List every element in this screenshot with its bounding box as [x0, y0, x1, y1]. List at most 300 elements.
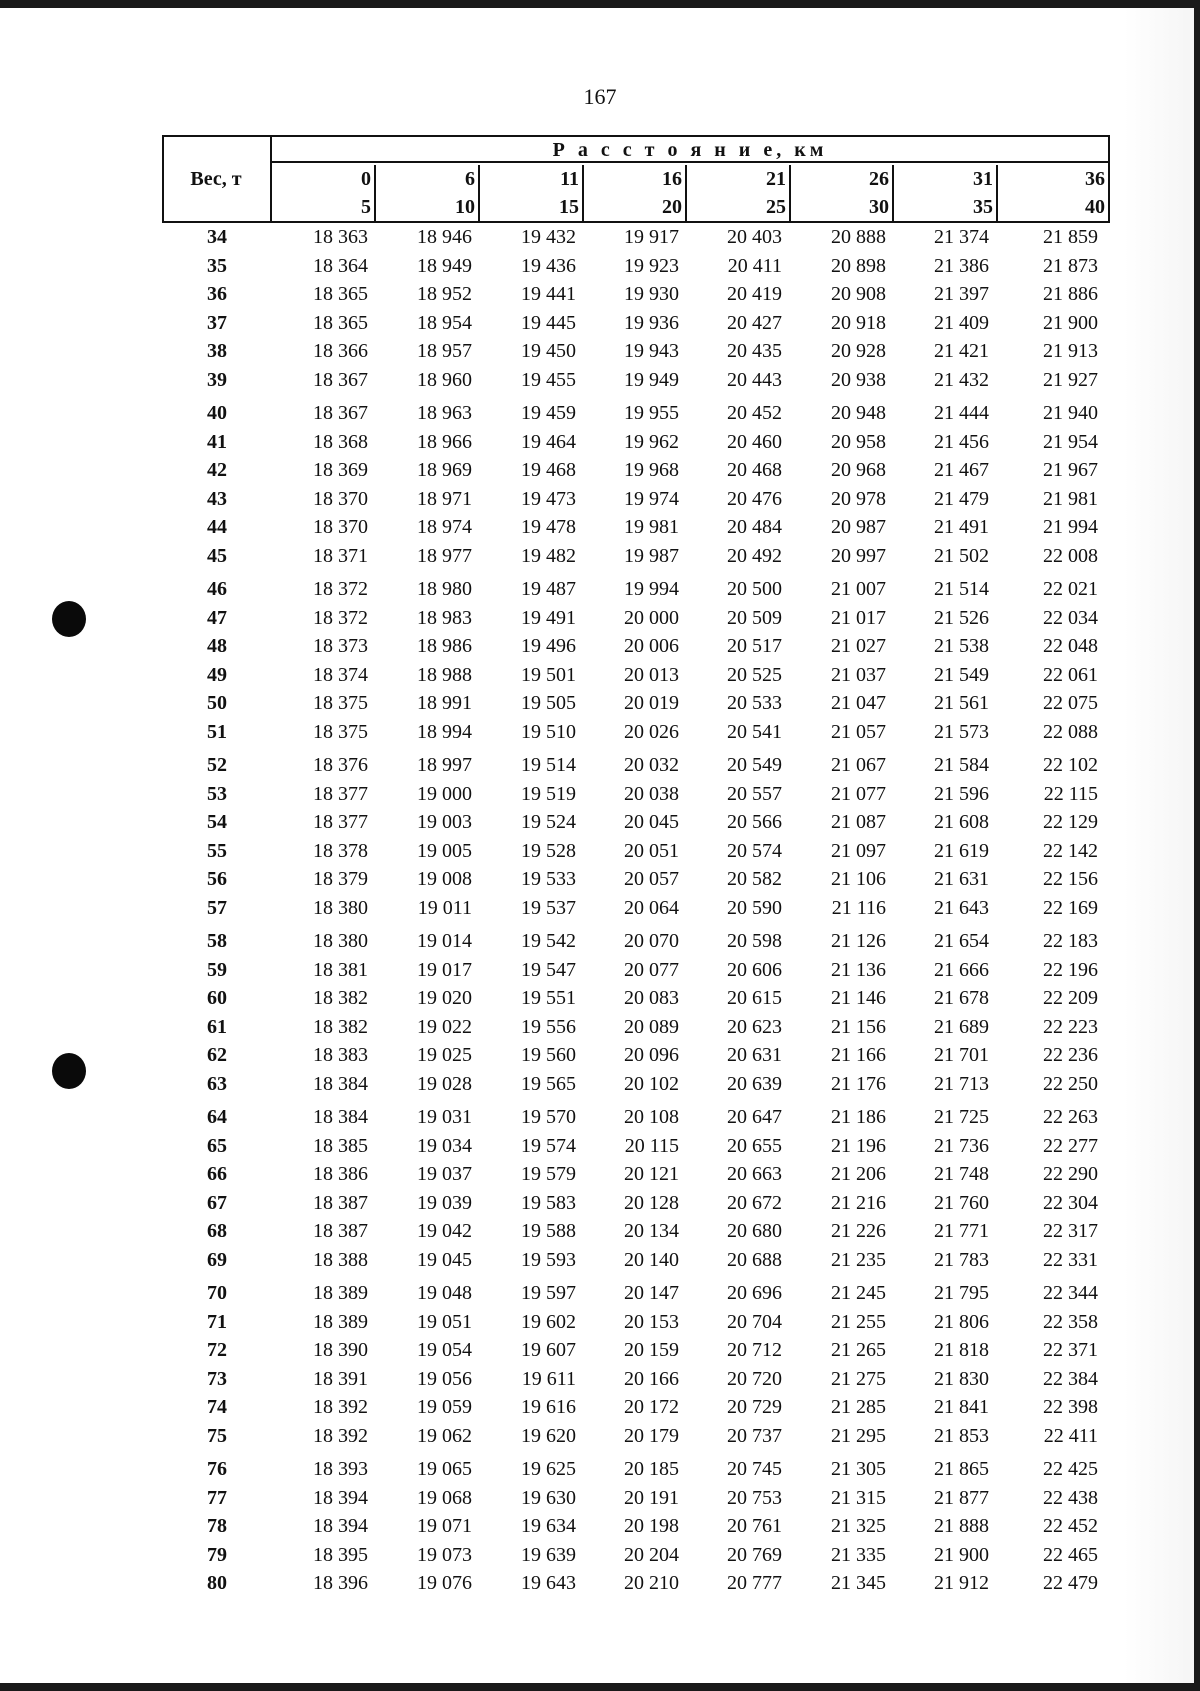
table-row [162, 1013, 1110, 1042]
rate-cell: 20 557 [727, 782, 782, 805]
table-row [162, 689, 1110, 718]
rate-cell: 18 952 [417, 283, 472, 305]
rate-cell: 21 409 [934, 311, 989, 334]
rate-cell: 20 987 [831, 516, 886, 538]
table-row [162, 1041, 1110, 1070]
rate-cell: 18 387 [313, 1191, 368, 1214]
rate-cell: 20 159 [624, 1339, 679, 1361]
rate-cell: 18 971 [417, 487, 472, 510]
rate-cell: 21 285 [831, 1396, 886, 1418]
rate-cell: 22 223 [1043, 1015, 1098, 1038]
rate-cell: 19 062 [417, 1424, 472, 1447]
distance-column-header [998, 165, 1108, 221]
table-row [162, 456, 1110, 485]
rate-cell: 20 045 [624, 811, 679, 833]
weight-cell: 61 [207, 1015, 227, 1038]
rate-cell: 20 704 [727, 1310, 782, 1333]
weight-cell: 60 [207, 987, 227, 1009]
rate-cell: 18 386 [313, 1163, 368, 1185]
rate-cell: 21 830 [934, 1367, 989, 1390]
rate-cell: 21 994 [1043, 516, 1098, 538]
table-row [162, 1455, 1110, 1484]
table-row [162, 1246, 1110, 1275]
distance-from: 21 [766, 168, 786, 190]
rate-cell: 20 720 [727, 1367, 782, 1390]
rate-cell: 20 172 [624, 1396, 679, 1418]
rate-cell: 19 616 [521, 1396, 576, 1418]
weight-cell: 79 [207, 1543, 227, 1566]
rate-cell: 20 185 [624, 1458, 679, 1480]
rate-cell: 19 625 [521, 1458, 576, 1480]
rate-cell: 21 275 [831, 1367, 886, 1390]
rate-cell: 21 305 [831, 1458, 886, 1480]
rate-cell: 19 510 [521, 720, 576, 743]
rate-cell: 18 384 [313, 1106, 368, 1128]
rate-cell: 20 541 [727, 720, 782, 743]
rate-cell: 19 620 [521, 1424, 576, 1447]
rate-cell: 22 196 [1043, 958, 1098, 981]
distance-to: 35 [973, 196, 993, 218]
rate-cell: 20 631 [727, 1044, 782, 1066]
rate-cell: 21 335 [831, 1543, 886, 1566]
table-row [162, 1484, 1110, 1513]
rate-cell: 18 994 [417, 720, 472, 743]
weight-cell: 35 [207, 254, 227, 277]
rate-cell: 22 209 [1043, 987, 1098, 1009]
rate-cell: 21 888 [934, 1515, 989, 1537]
rate-cell: 18 983 [417, 606, 472, 629]
rate-cell: 22 398 [1043, 1396, 1098, 1418]
rate-cell: 21 877 [934, 1486, 989, 1509]
rate-cell: 21 176 [831, 1072, 886, 1095]
rate-cell: 19 025 [417, 1044, 472, 1066]
rate-cell: 19 962 [624, 430, 679, 453]
weight-cell: 73 [207, 1367, 227, 1390]
rate-cell: 18 374 [313, 663, 368, 686]
rate-cell: 19 955 [624, 402, 679, 424]
weight-cell: 42 [207, 459, 227, 481]
rate-cell: 21 325 [831, 1515, 886, 1537]
rate-cell: 18 379 [313, 868, 368, 890]
rate-cell: 22 317 [1043, 1220, 1098, 1242]
rate-cell: 21 841 [934, 1396, 989, 1418]
rate-cell: 18 363 [313, 226, 368, 248]
weight-cell: 75 [207, 1424, 227, 1447]
rate-cell: 21 643 [934, 896, 989, 919]
rate-cell: 21 116 [831, 896, 886, 919]
table-row [162, 1569, 1110, 1598]
rate-cell: 19 987 [624, 544, 679, 567]
rate-cell: 20 761 [727, 1515, 782, 1537]
table-row [162, 1308, 1110, 1337]
weight-cell: 66 [207, 1163, 227, 1185]
table-row [162, 337, 1110, 366]
rate-cell: 18 388 [313, 1248, 368, 1271]
rate-cell: 22 384 [1043, 1367, 1098, 1390]
rate-cell: 22 008 [1043, 544, 1098, 567]
rate-cell: 20 147 [624, 1282, 679, 1304]
rate-cell: 21 421 [934, 340, 989, 362]
rate-cell: 20 598 [727, 930, 782, 952]
table-row [162, 808, 1110, 837]
rate-cell: 19 593 [521, 1248, 576, 1271]
rate-cell: 19 014 [417, 930, 472, 952]
distance-column-header [376, 165, 480, 221]
rate-cell: 22 156 [1043, 868, 1098, 890]
rate-cell: 22 102 [1043, 754, 1098, 776]
distance-column-header [272, 165, 376, 221]
rate-cell: 20 968 [831, 459, 886, 481]
weight-cell: 59 [207, 958, 227, 981]
rate-cell: 20 064 [624, 896, 679, 919]
rate-cell: 18 966 [417, 430, 472, 453]
rate-cell: 22 452 [1043, 1515, 1098, 1537]
rate-cell: 21 444 [934, 402, 989, 424]
table-row [162, 399, 1110, 428]
rate-cell: 21 295 [831, 1424, 886, 1447]
table-row [162, 837, 1110, 866]
weight-column-header: Вес, т [162, 135, 272, 223]
rate-cell: 19 003 [417, 811, 472, 833]
rate-cell: 22 479 [1043, 1572, 1098, 1594]
rate-cell: 19 031 [417, 1106, 472, 1128]
rate-cell: 19 524 [521, 811, 576, 833]
rate-cell: 21 853 [934, 1424, 989, 1447]
rate-cell: 18 383 [313, 1044, 368, 1066]
rate-cell: 21 196 [831, 1134, 886, 1157]
rate-cell: 18 387 [313, 1220, 368, 1242]
weight-cell: 56 [207, 868, 227, 890]
rate-cell: 20 427 [727, 311, 782, 334]
rate-cell: 20 745 [727, 1458, 782, 1480]
rate-cell: 20 476 [727, 487, 782, 510]
rate-cell: 22 129 [1043, 811, 1098, 833]
rate-cell: 21 678 [934, 987, 989, 1009]
rate-cell: 18 384 [313, 1072, 368, 1095]
rate-cell: 18 375 [313, 720, 368, 743]
rate-cell: 18 986 [417, 635, 472, 657]
rate-cell: 19 005 [417, 839, 472, 862]
distance-to: 5 [361, 196, 371, 218]
rate-cell: 20 153 [624, 1310, 679, 1333]
rate-cell: 21 873 [1043, 254, 1098, 277]
rate-cell: 19 528 [521, 839, 576, 862]
rate-cell: 18 394 [313, 1515, 368, 1537]
rate-cell: 18 969 [417, 459, 472, 481]
rate-cell: 20 997 [831, 544, 886, 567]
rate-cell: 22 088 [1043, 720, 1098, 743]
rate-cell: 18 370 [313, 516, 368, 538]
weight-cell: 68 [207, 1220, 227, 1242]
rate-cell: 22 411 [1043, 1424, 1098, 1447]
rate-cell: 20 419 [727, 283, 782, 305]
rate-cell: 22 465 [1043, 1543, 1098, 1566]
rate-cell: 19 574 [521, 1134, 576, 1157]
rate-cell: 20 753 [727, 1486, 782, 1509]
rate-cell: 20 134 [624, 1220, 679, 1242]
rate-cell: 20 606 [727, 958, 782, 981]
rate-cell: 20 121 [624, 1163, 679, 1185]
rate-cell: 20 057 [624, 868, 679, 890]
rate-cell: 21 479 [934, 487, 989, 510]
distance-to: 15 [559, 196, 579, 218]
rate-cell: 22 304 [1043, 1191, 1098, 1214]
weight-cell: 38 [207, 340, 227, 362]
rate-cell: 22 371 [1043, 1339, 1098, 1361]
rate-cell: 20 938 [831, 368, 886, 391]
rate-cell: 19 542 [521, 930, 576, 952]
rate-cell: 20 115 [624, 1134, 679, 1157]
rate-cell: 21 795 [934, 1282, 989, 1304]
rate-cell: 19 630 [521, 1486, 576, 1509]
rate-cell: 19 048 [417, 1282, 472, 1304]
rate-cell: 21 087 [831, 811, 886, 833]
rate-cell: 18 389 [313, 1282, 368, 1304]
weight-cell: 40 [207, 402, 227, 424]
distance-from: 6 [465, 168, 475, 190]
rate-cell: 19 441 [521, 283, 576, 305]
rate-cell: 18 369 [313, 459, 368, 481]
rate-cell: 18 378 [313, 839, 368, 862]
rate-cell: 21 940 [1043, 402, 1098, 424]
rate-cell: 22 250 [1043, 1072, 1098, 1095]
rate-cell: 21 900 [934, 1543, 989, 1566]
rate-cell: 21 386 [934, 254, 989, 277]
rate-cell: 19 519 [521, 782, 576, 805]
rate-cell: 19 974 [624, 487, 679, 510]
rate-cell: 18 396 [313, 1572, 368, 1594]
weight-cell: 41 [207, 430, 227, 453]
rate-cell: 20 958 [831, 430, 886, 453]
rate-cell: 20 191 [624, 1486, 679, 1509]
distance-to: 20 [662, 196, 682, 218]
rate-cell: 19 597 [521, 1282, 576, 1304]
rate-cell: 20 140 [624, 1248, 679, 1271]
rate-cell: 18 371 [313, 544, 368, 567]
rate-cell: 19 487 [521, 578, 576, 600]
rate-cell: 20 888 [831, 226, 886, 248]
rate-cell: 19 054 [417, 1339, 472, 1361]
rate-cell: 21 265 [831, 1339, 886, 1361]
weight-cell: 69 [207, 1248, 227, 1271]
rate-cell: 18 963 [417, 402, 472, 424]
table-row [162, 575, 1110, 604]
rate-cell: 22 061 [1043, 663, 1098, 686]
rate-cell: 21 736 [934, 1134, 989, 1157]
rate-cell: 19 039 [417, 1191, 472, 1214]
rate-cell: 21 561 [934, 692, 989, 714]
rate-cell: 20 590 [727, 896, 782, 919]
rate-cell: 21 967 [1043, 459, 1098, 481]
rate-cell: 21 186 [831, 1106, 886, 1128]
rate-cell: 22 344 [1043, 1282, 1098, 1304]
rate-cell: 20 688 [727, 1248, 782, 1271]
weight-cell: 48 [207, 635, 227, 657]
weight-cell: 77 [207, 1486, 227, 1509]
rate-table [162, 223, 1110, 1598]
rate-cell: 18 377 [313, 782, 368, 805]
rate-cell: 19 588 [521, 1220, 576, 1242]
weight-cell: 62 [207, 1044, 227, 1066]
rate-cell: 19 076 [417, 1572, 472, 1594]
rate-cell: 20 108 [624, 1106, 679, 1128]
rate-cell: 20 639 [727, 1072, 782, 1095]
rate-cell: 18 365 [313, 283, 368, 305]
rate-cell: 21 900 [1043, 311, 1098, 334]
rate-cell: 21 097 [831, 839, 886, 862]
rate-cell: 19 560 [521, 1044, 576, 1066]
rate-cell: 19 537 [521, 896, 576, 919]
rate-cell: 19 034 [417, 1134, 472, 1157]
rate-cell: 20 166 [624, 1367, 679, 1390]
rate-cell: 21 783 [934, 1248, 989, 1271]
rate-cell: 19 037 [417, 1163, 472, 1185]
distance-to: 40 [1085, 196, 1105, 218]
rate-cell: 18 373 [313, 635, 368, 657]
rate-cell: 20 006 [624, 635, 679, 657]
table-row [162, 927, 1110, 956]
rate-cell: 19 073 [417, 1543, 472, 1566]
rate-cell: 19 042 [417, 1220, 472, 1242]
rate-cell: 18 372 [313, 606, 368, 629]
rate-cell: 21 007 [831, 578, 886, 600]
page-number: 167 [583, 84, 617, 109]
table-row [162, 280, 1110, 309]
distance-to: 10 [455, 196, 475, 218]
rate-cell: 21 126 [831, 930, 886, 952]
rate-cell: 18 389 [313, 1310, 368, 1333]
rate-cell: 20 026 [624, 720, 679, 743]
table-row [162, 604, 1110, 633]
rate-cell: 20 468 [727, 459, 782, 481]
rate-cell: 20 435 [727, 340, 782, 362]
rate-cell: 21 596 [934, 782, 989, 805]
rate-cell: 19 505 [521, 692, 576, 714]
table-row [162, 1365, 1110, 1394]
rate-cell: 21 514 [934, 578, 989, 600]
rate-cell: 21 245 [831, 1282, 886, 1304]
rate-cell: 20 777 [727, 1572, 782, 1594]
rate-cell: 21 666 [934, 958, 989, 981]
rate-cell: 20 032 [624, 754, 679, 776]
rate-cell: 22 331 [1043, 1248, 1098, 1271]
distance-to: 25 [766, 196, 786, 218]
rate-cell: 19 533 [521, 868, 576, 890]
rate-cell: 20 525 [727, 663, 782, 686]
table-row [162, 632, 1110, 661]
rate-cell: 19 020 [417, 987, 472, 1009]
rate-cell: 20 198 [624, 1515, 679, 1537]
rate-cell: 20 928 [831, 340, 886, 362]
rate-cell: 19 008 [417, 868, 472, 890]
rate-cell: 20 655 [727, 1134, 782, 1157]
weight-cell: 67 [207, 1191, 227, 1214]
weight-cell: 76 [207, 1458, 227, 1480]
rate-cell: 22 115 [1043, 782, 1098, 805]
rate-cell: 21 502 [934, 544, 989, 567]
rate-cell: 21 345 [831, 1572, 886, 1594]
rate-cell: 19 065 [417, 1458, 472, 1480]
rate-cell: 20 647 [727, 1106, 782, 1128]
rate-cell: 19 045 [417, 1248, 472, 1271]
rate-cell: 18 980 [417, 578, 472, 600]
distance-column-header [584, 165, 687, 221]
rate-cell: 19 639 [521, 1543, 576, 1566]
rate-cell: 18 382 [313, 1015, 368, 1038]
rate-cell: 18 394 [313, 1486, 368, 1509]
rate-cell: 20 729 [727, 1396, 782, 1418]
table-row [162, 428, 1110, 457]
rate-cell: 21 927 [1043, 368, 1098, 391]
table-row [162, 1279, 1110, 1308]
rate-cell: 19 022 [417, 1015, 472, 1038]
rate-cell: 21 725 [934, 1106, 989, 1128]
rate-cell: 22 169 [1043, 896, 1098, 919]
rate-cell: 19 473 [521, 487, 576, 510]
rate-cell: 20 210 [624, 1572, 679, 1594]
rate-cell: 19 634 [521, 1515, 576, 1537]
rate-cell: 18 366 [313, 340, 368, 362]
rate-cell: 18 390 [313, 1339, 368, 1361]
table-row [162, 751, 1110, 780]
table-row [162, 542, 1110, 571]
rate-cell: 19 583 [521, 1191, 576, 1214]
rate-cell: 19 923 [624, 254, 679, 277]
rate-cell: 20 492 [727, 544, 782, 567]
rate-cell: 20 672 [727, 1191, 782, 1214]
rate-cell: 20 096 [624, 1044, 679, 1066]
rate-cell: 18 977 [417, 544, 472, 567]
rate-cell: 19 607 [521, 1339, 576, 1361]
rate-cell: 21 806 [934, 1310, 989, 1333]
rate-cell: 21 017 [831, 606, 886, 629]
rate-cell: 19 556 [521, 1015, 576, 1038]
rate-cell: 18 391 [313, 1367, 368, 1390]
rate-cell: 18 957 [417, 340, 472, 362]
rate-cell: 19 496 [521, 635, 576, 657]
rate-cell: 18 372 [313, 578, 368, 600]
weight-cell: 72 [207, 1339, 227, 1361]
rate-cell: 21 467 [934, 459, 989, 481]
distance-column-header [894, 165, 998, 221]
table-row [162, 1336, 1110, 1365]
rate-cell: 19 501 [521, 663, 576, 686]
rate-cell: 20 460 [727, 430, 782, 453]
rate-cell: 20 582 [727, 868, 782, 890]
rate-cell: 21 549 [934, 663, 989, 686]
rate-cell: 21 315 [831, 1486, 886, 1509]
rate-cell: 18 376 [313, 754, 368, 776]
rate-cell: 18 380 [313, 930, 368, 952]
rate-cell: 21 608 [934, 811, 989, 833]
rate-cell: 18 375 [313, 692, 368, 714]
rate-cell: 20 918 [831, 311, 886, 334]
table-row [162, 1103, 1110, 1132]
table-row [162, 1132, 1110, 1161]
rate-cell: 19 551 [521, 987, 576, 1009]
rate-cell: 18 380 [313, 896, 368, 919]
table-row [162, 1189, 1110, 1218]
rate-cell: 21 701 [934, 1044, 989, 1066]
rate-cell: 19 464 [521, 430, 576, 453]
rate-cell: 19 056 [417, 1367, 472, 1390]
rate-cell: 18 367 [313, 402, 368, 424]
weight-cell: 63 [207, 1072, 227, 1095]
rate-cell: 20 500 [727, 578, 782, 600]
weight-cell: 74 [207, 1396, 227, 1418]
rate-cell: 18 370 [313, 487, 368, 510]
table-row [162, 984, 1110, 1013]
